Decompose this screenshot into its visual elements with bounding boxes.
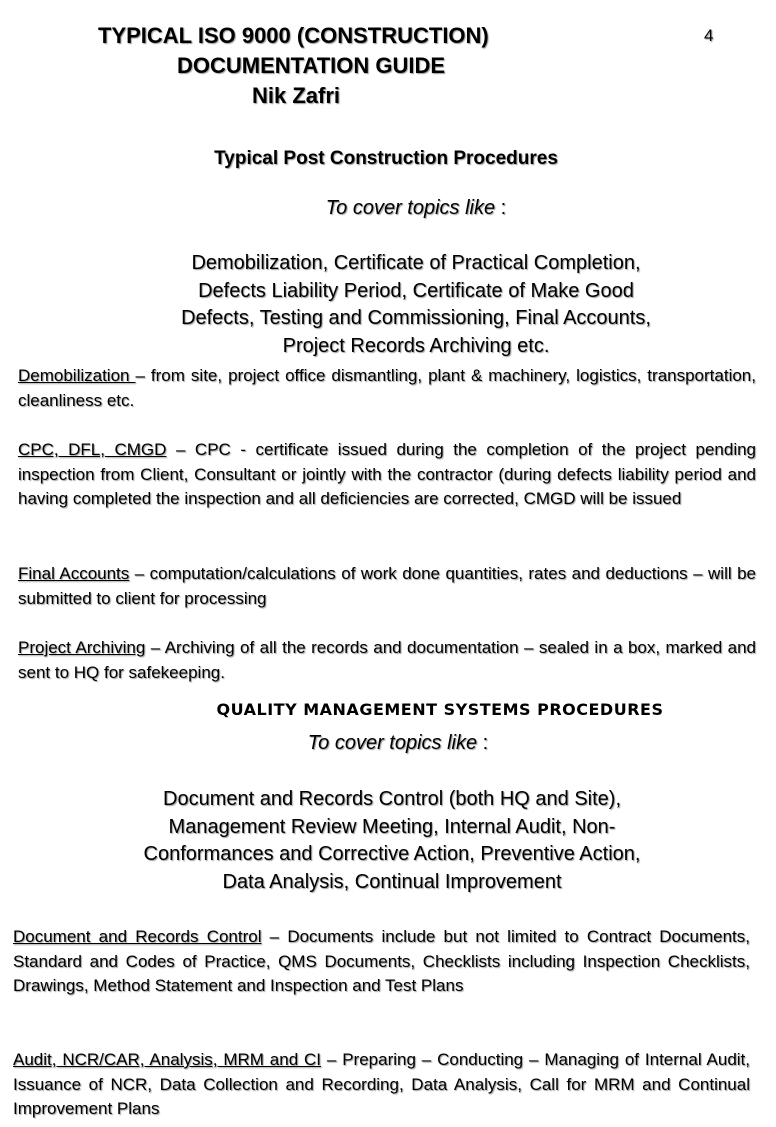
paragraph-project-archiving bbox=[18, 636, 756, 685]
paragraph-document-records-control bbox=[13, 925, 750, 999]
topic-line: Conformances and Corrective Action, Preventive Action, bbox=[143, 843, 641, 865]
topic-line: Data Analysis, Continual Improvement bbox=[222, 870, 562, 893]
paragraph-cpc-dfl-cmgd bbox=[18, 438, 756, 512]
paragraph-demobilization bbox=[18, 364, 756, 413]
cover-topics-lead-text: To cover topics like bbox=[325, 197, 496, 219]
section-title-qms: QUALITY MANAGEMENT SYSTEMS PROCEDURES bbox=[216, 700, 664, 719]
paragraph-text: – from site, project office dismantling, plant & machinery, logistics, transportation, cleanliness etc. bbox=[18, 366, 756, 410]
document-author: Nik Zafri bbox=[252, 83, 341, 108]
topic-line: Management Review Meeting, Internal Audit, Non- bbox=[168, 815, 616, 838]
paragraph-text: – CPC - certificate issued during the completion of the project pending inspection from Client, Consultant or jointly with the contractor (during defects liability period and having completed the inspection and all deficiencies are corrected, CMGD will be issued bbox=[18, 440, 757, 509]
section-title-post-construction: Typical Post Construction Procedures bbox=[214, 148, 558, 169]
topic-line: Defects, Testing and Commissioning, Final Accounts, bbox=[181, 307, 651, 329]
paragraph-term: Final Accounts bbox=[18, 564, 130, 583]
cover-topics-colon: : bbox=[495, 197, 507, 219]
document-title-line-1: TYPICAL ISO 9000 (CONSTRUCTION) bbox=[98, 23, 489, 48]
cover-topics-lead bbox=[0, 197, 776, 220]
paragraph-term: Document and Records Control bbox=[13, 927, 262, 946]
paragraph-term: CPC, DFL, CMGD bbox=[18, 440, 167, 459]
paragraph-text: – computation/calculations of work done quantities, rates and deductions – will be submitted to client for processing bbox=[18, 564, 756, 608]
topic-list-post-construction bbox=[0, 250, 776, 360]
cover-topics-colon: : bbox=[477, 732, 489, 754]
cover-topics-lead-text: To cover topics like bbox=[307, 732, 478, 754]
paragraph-audit-ncr-car bbox=[13, 1048, 750, 1122]
document-title-line-2: DOCUMENTATION GUIDE bbox=[177, 53, 446, 78]
paragraph-final-accounts bbox=[18, 562, 756, 611]
cover-topics-lead bbox=[0, 732, 776, 755]
paragraph-text: – Archiving of all the records and documentation – sealed in a box, marked and sent to HQ for safekeeping. bbox=[18, 638, 756, 682]
paragraph-term: Demobilization bbox=[18, 366, 136, 385]
paragraph-text: – Documents include but not limited to Contract Documents, Standard and Codes of Practice, QMS Documents, Checklists including Inspection Checklists, Drawings, Method Statement and Inspection and Test Plans bbox=[13, 927, 750, 996]
page-number: 4 bbox=[704, 26, 714, 45]
topic-line: Project Records Archiving etc. bbox=[282, 334, 550, 357]
paragraph-term: Project Archiving bbox=[18, 638, 146, 657]
topic-list-qms bbox=[0, 786, 776, 896]
paragraph-text: – Preparing – Conducting – Managing of Internal Audit, Issuance of NCR, Data Collection and Recording, Data Analysis, Call for MRM and Continual Improvement Plans bbox=[13, 1050, 750, 1119]
topic-line: Defects Liability Period, Certificate of Make Good bbox=[198, 279, 634, 302]
topic-line: Document and Records Control (both HQ and Site), bbox=[163, 788, 621, 810]
topic-line: Demobilization, Certificate of Practical Completion, bbox=[191, 252, 641, 274]
paragraph-term: Audit, NCR/CAR, Analysis, MRM and CI bbox=[13, 1050, 322, 1069]
